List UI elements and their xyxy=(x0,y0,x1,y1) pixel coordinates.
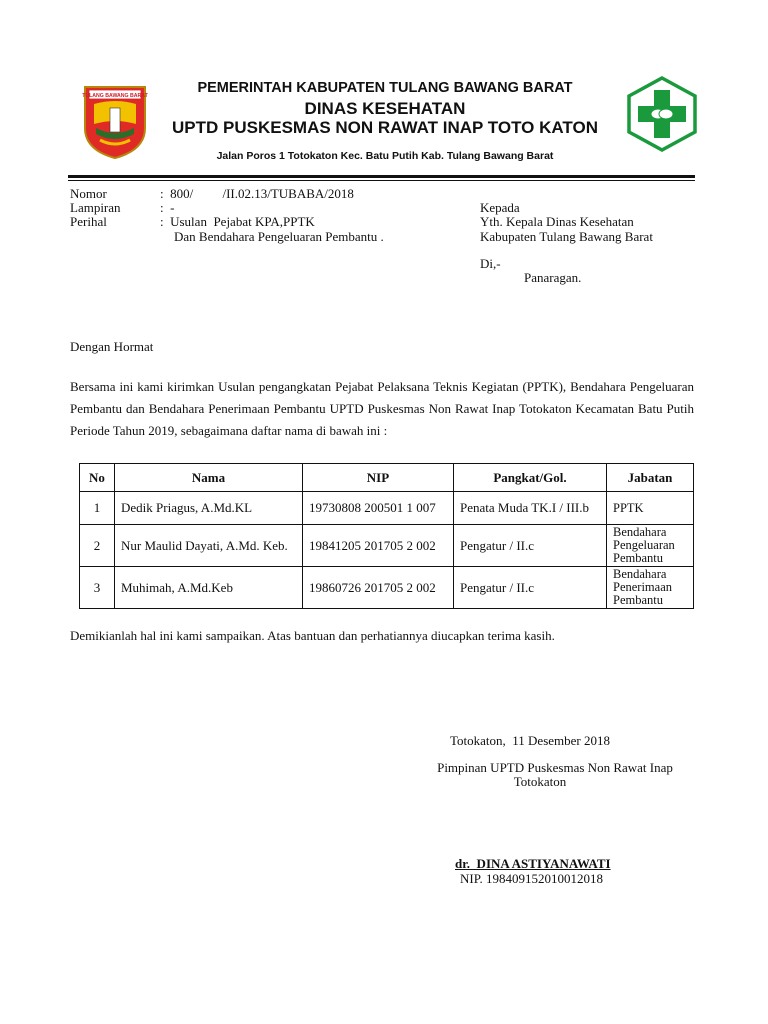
row-pangkat: Pengatur / II.c xyxy=(454,567,607,609)
recipient-place: Panaragan. xyxy=(524,270,582,285)
health-cross-icon xyxy=(625,76,699,152)
row-jabatan-line: Penerimaan xyxy=(613,580,673,594)
header-pangkat: Pangkat/Gol. xyxy=(454,464,607,492)
row-no: 2 xyxy=(80,525,115,567)
row-no: 1 xyxy=(80,492,115,525)
table-header-row xyxy=(80,464,694,492)
puskesmas-logo xyxy=(625,76,699,152)
letterhead-divider-thin xyxy=(68,180,695,181)
row-jabatan-line: Pembantu xyxy=(613,551,663,565)
letterhead-divider-thick xyxy=(68,175,695,178)
row-jabatan xyxy=(607,492,694,525)
row-jabatan xyxy=(607,525,694,567)
recipient-line2: Kabupaten Tulang Bawang Barat xyxy=(480,229,653,244)
perihal-label: Perihal xyxy=(70,214,107,229)
row-nip: 19860726 201705 2 002 xyxy=(303,567,454,609)
recipient-line1: Yth. Kepala Dinas Kesehatan xyxy=(480,214,634,229)
row-jabatan-line: Pembantu xyxy=(613,593,663,607)
greeting: Dengan Hormat xyxy=(70,339,154,354)
body-paragraph: Bersama ini kami kirimkan Usulan pengangkatan Pejabat Pelaksana Teknis Kegiatan (PPTK), Bendahara Pengeluaran Pembantu dan Bendahara Penerimaan Pembantu UPTD Puskesmas Non Rawat Inap Totokaton Kecamatan Batu Putih Periode Tahun 2019, sebagaimana daftar nama di bawah ini : xyxy=(70,379,694,438)
row-nama: Dedik Priagus, A.Md.KL xyxy=(115,492,303,525)
table-row xyxy=(80,525,694,567)
table-row xyxy=(80,567,694,609)
perihal-value-continued: Dan Bendahara Pengeluaran Pembantu . xyxy=(174,229,384,244)
header-no: No xyxy=(80,464,115,492)
row-nip: 19730808 200501 1 007 xyxy=(303,492,454,525)
recipient-di: Di,- xyxy=(480,256,501,271)
row-pangkat: Pengatur / II.c xyxy=(454,525,607,567)
lampiran-label: Lampiran xyxy=(70,200,121,215)
perihal-value: : Usulan Pejabat KPA,PPTK xyxy=(160,214,315,229)
row-jabatan-line: Bendahara xyxy=(613,567,667,581)
closing-sentence: Demikianlah hal ini kami sampaikan. Atas bantuan dan perhatiannya diucapkan terima kasih. xyxy=(70,628,555,643)
row-jabatan-line: Pengeluaran xyxy=(613,538,675,552)
row-nama: Nur Maulid Dayati, A.Md. Keb. xyxy=(115,525,303,567)
row-no: 3 xyxy=(80,567,115,609)
nomor-value: : 800/ /II.02.13/TUBABA/2018 xyxy=(160,186,354,201)
nomor-label: Nomor xyxy=(70,186,107,201)
place-date: Totokaton, 11 Desember 2018 xyxy=(450,733,610,748)
signatory-name: dr. DINA ASTIYANAWATI xyxy=(455,856,611,871)
row-nip: 19841205 201705 2 002 xyxy=(303,525,454,567)
row-jabatan-line: Bendahara xyxy=(613,525,667,539)
row-nama: Muhimah, A.Md.Keb xyxy=(115,567,303,609)
signatory-nip: NIP. 198409152010012018 xyxy=(460,871,604,886)
header-nip: NIP xyxy=(303,464,454,492)
lampiran-value: : - xyxy=(160,200,175,215)
table-row xyxy=(80,492,694,525)
signatory-position-cont: Totokaton xyxy=(513,774,567,789)
signatory-position: Pimpinan UPTD Puskesmas Non Rawat Inap xyxy=(437,760,673,775)
officials-table xyxy=(79,463,694,609)
recipient-kepada: Kepada xyxy=(480,200,520,215)
header-jabatan: Jabatan xyxy=(607,464,694,492)
regency-logo xyxy=(82,84,148,160)
row-jabatan xyxy=(607,567,694,609)
letterhead-address: Jalan Poros 1 Totokaton Kec. Batu Putih Kab. Tulang Bawang Barat xyxy=(216,150,554,162)
unit-name: UPTD PUSKESMAS NON RAWAT INAP TOTO KATON xyxy=(172,118,598,137)
government-name: PEMERINTAH KABUPATEN TULANG BAWANG BARAT xyxy=(197,80,573,96)
regency-crest-icon xyxy=(82,84,148,160)
row-pangkat: Penata Muda TK.I / III.b xyxy=(454,492,607,525)
svg-text:TULANG BAWANG BARAT: TULANG BAWANG BARAT xyxy=(82,93,148,99)
header-nama: Nama xyxy=(115,464,303,492)
agency-name: DINAS KESEHATAN xyxy=(304,99,466,118)
row-jabatan-line: PPTK xyxy=(613,500,644,515)
